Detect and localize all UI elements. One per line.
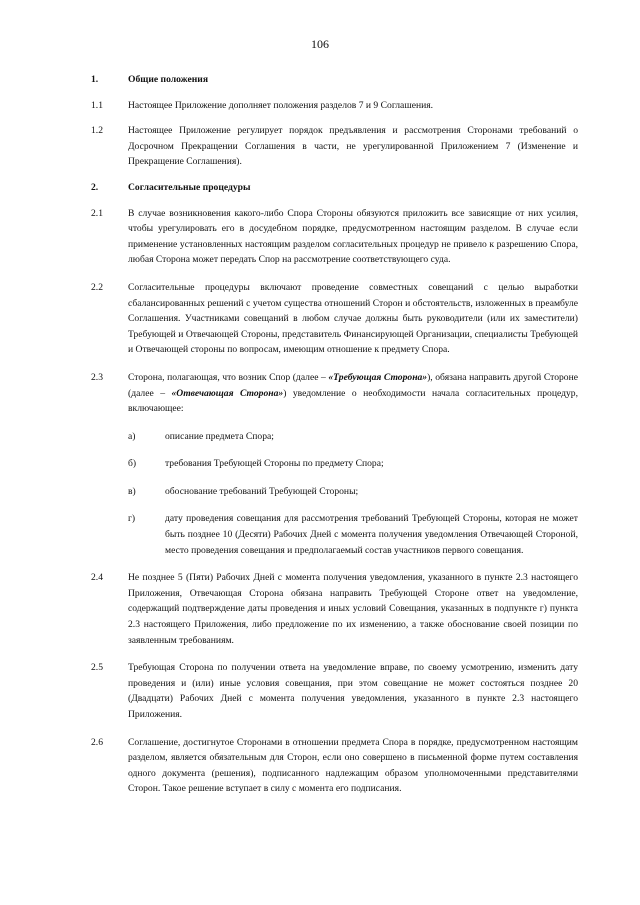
clause-number: 2.5 <box>91 662 103 674</box>
section-title: Общие положения <box>128 74 209 85</box>
subclause-text: дату проведения совещания для рассмотрения требований Требующей Стороны, которая не может быть позднее 10 (Десяти) Рабочих Дней с момента получения уведомления Отвечающей Стороной, место проведения совещания и предполагаемый состав участников первого совещания. <box>165 513 578 556</box>
section-title: Согласительные процедуры <box>128 181 251 193</box>
clause-number: 1.1 <box>91 99 103 111</box>
section-heading-2 <box>91 180 578 196</box>
subclause-number: б) <box>128 458 137 470</box>
clause-text <box>128 370 578 417</box>
clause-text-part: ) уведомление о необходимости начала согласительных процедур, включающее: <box>128 387 578 415</box>
clause-2-1 <box>91 206 578 268</box>
clause-text: Не позднее 5 (Пяти) Рабочих Дней с момента получения уведомления, указанного в пункте 2.3 настоящего Приложения, Отвечающая Сторона обязана направить Требующей Стороне ответ на уведомление, содержащий подтверждение даты проведения и иных условий Совещания, указанных в подпункте г) пункта 2.3 настоящего Приложения, либо предложение по их изменению, а также обоснование своей позиции по заявленным требованиям. <box>128 572 578 646</box>
document-body <box>91 72 578 797</box>
subclause-text: обоснование требований Требующей Стороны; <box>165 485 359 497</box>
clause-text: Согласительные процедуры включают проведение совместных совещаний с целью выработки сбалансированных решений с учетом существа отношений Сторон и обстоятельств, изложенных в преамбуле Соглашения. Участниками совещаний в любом случае должны быть руководители (или их заместители) Требующей и Отвечающей Стороны, представитель Финансирующей Организации, специалисты Требующей и Отвечающей стороны по вопросам, имеющим отношение к предмету Спора. <box>128 281 578 356</box>
defined-term: «Отвечающая Сторона» <box>171 387 284 399</box>
clause-text: Настоящее Приложение регулирует порядок предъявления и рассмотрения Сторонами требований о Досрочном Прекращении Соглашения в части, не урегулированной Приложением 7 (Изменение и Прекращение Соглашения). <box>128 125 578 168</box>
section-heading-1 <box>91 72 578 88</box>
clause-number: 1.2 <box>91 125 103 137</box>
subclause-text: требования Требующей Стороны по предмету Спора; <box>165 458 384 470</box>
clause-number: 2.3 <box>91 371 103 383</box>
clause-2-3 <box>91 370 578 417</box>
clause-text: Требующая Сторона по получении ответа на уведомление вправе, по своему усмотрению, изменить дату проведения и (или) иные условия совещания, при этом совещание не может состояться позднее 20 (Двадцати) Рабочих Дней с момента получения уведомления, указанного в пункте 2.3 настоящего Приложения. <box>128 662 578 720</box>
clause-text: В случае возникновения какого-либо Спора Стороны обязуются приложить все зависящие от них усилия, чтобы урегулировать его в досудебном порядке, предусмотренном настоящим разделом. В случае если применение установленных настоящим разделом согласительных процедур не привело к разрешению Спора, любая Сторона может передать Спор на рассмотрение соответствующего суда. <box>128 207 578 266</box>
clause-text-part: ), обязана направить другой Стороне (далее – <box>128 371 578 399</box>
subclause-number: в) <box>128 485 136 497</box>
clause-2-2 <box>91 280 578 358</box>
clause-number: 2.4 <box>91 572 103 584</box>
subclause-number: а) <box>128 430 136 442</box>
clause-number: 2.2 <box>91 281 103 293</box>
clause-2-4 <box>91 570 578 648</box>
subclause-v <box>128 484 578 500</box>
subclause-a <box>128 429 578 445</box>
clause-2-5 <box>91 660 578 722</box>
clause-2-6 <box>91 735 578 797</box>
subclause-number: г) <box>128 513 136 525</box>
clause-text: Настоящее Приложение дополняет положения разделов 7 и 9 Соглашения. <box>128 99 434 111</box>
subclause-text: описание предмета Спора; <box>165 430 274 442</box>
defined-term: «Требующая Сторона» <box>328 371 428 383</box>
page-number: 106 <box>311 37 329 51</box>
clause-1-1 <box>91 98 578 114</box>
clause-1-2 <box>91 123 578 170</box>
section-number: 2. <box>91 181 99 193</box>
clause-number: 2.1 <box>91 207 103 219</box>
clause-text: Соглашение, достигнутое Сторонами в отношении предмета Спора в порядке, предусмотренном настоящим разделом, является обязательным для Сторон, если оно совершено в письменной форме путем составления одного документа (решения), подписанного надлежащим образом уполномоченными представителями Сторон. Такое решение вступает в силу с момента его подписания. <box>128 736 578 795</box>
clause-number: 2.6 <box>91 736 103 748</box>
clause-text-part: Сторона, полагающая, что возник Спор (далее – <box>128 371 329 383</box>
section-number: 1. <box>91 74 99 85</box>
subclause-b <box>128 456 578 472</box>
subclause-g <box>128 511 578 558</box>
